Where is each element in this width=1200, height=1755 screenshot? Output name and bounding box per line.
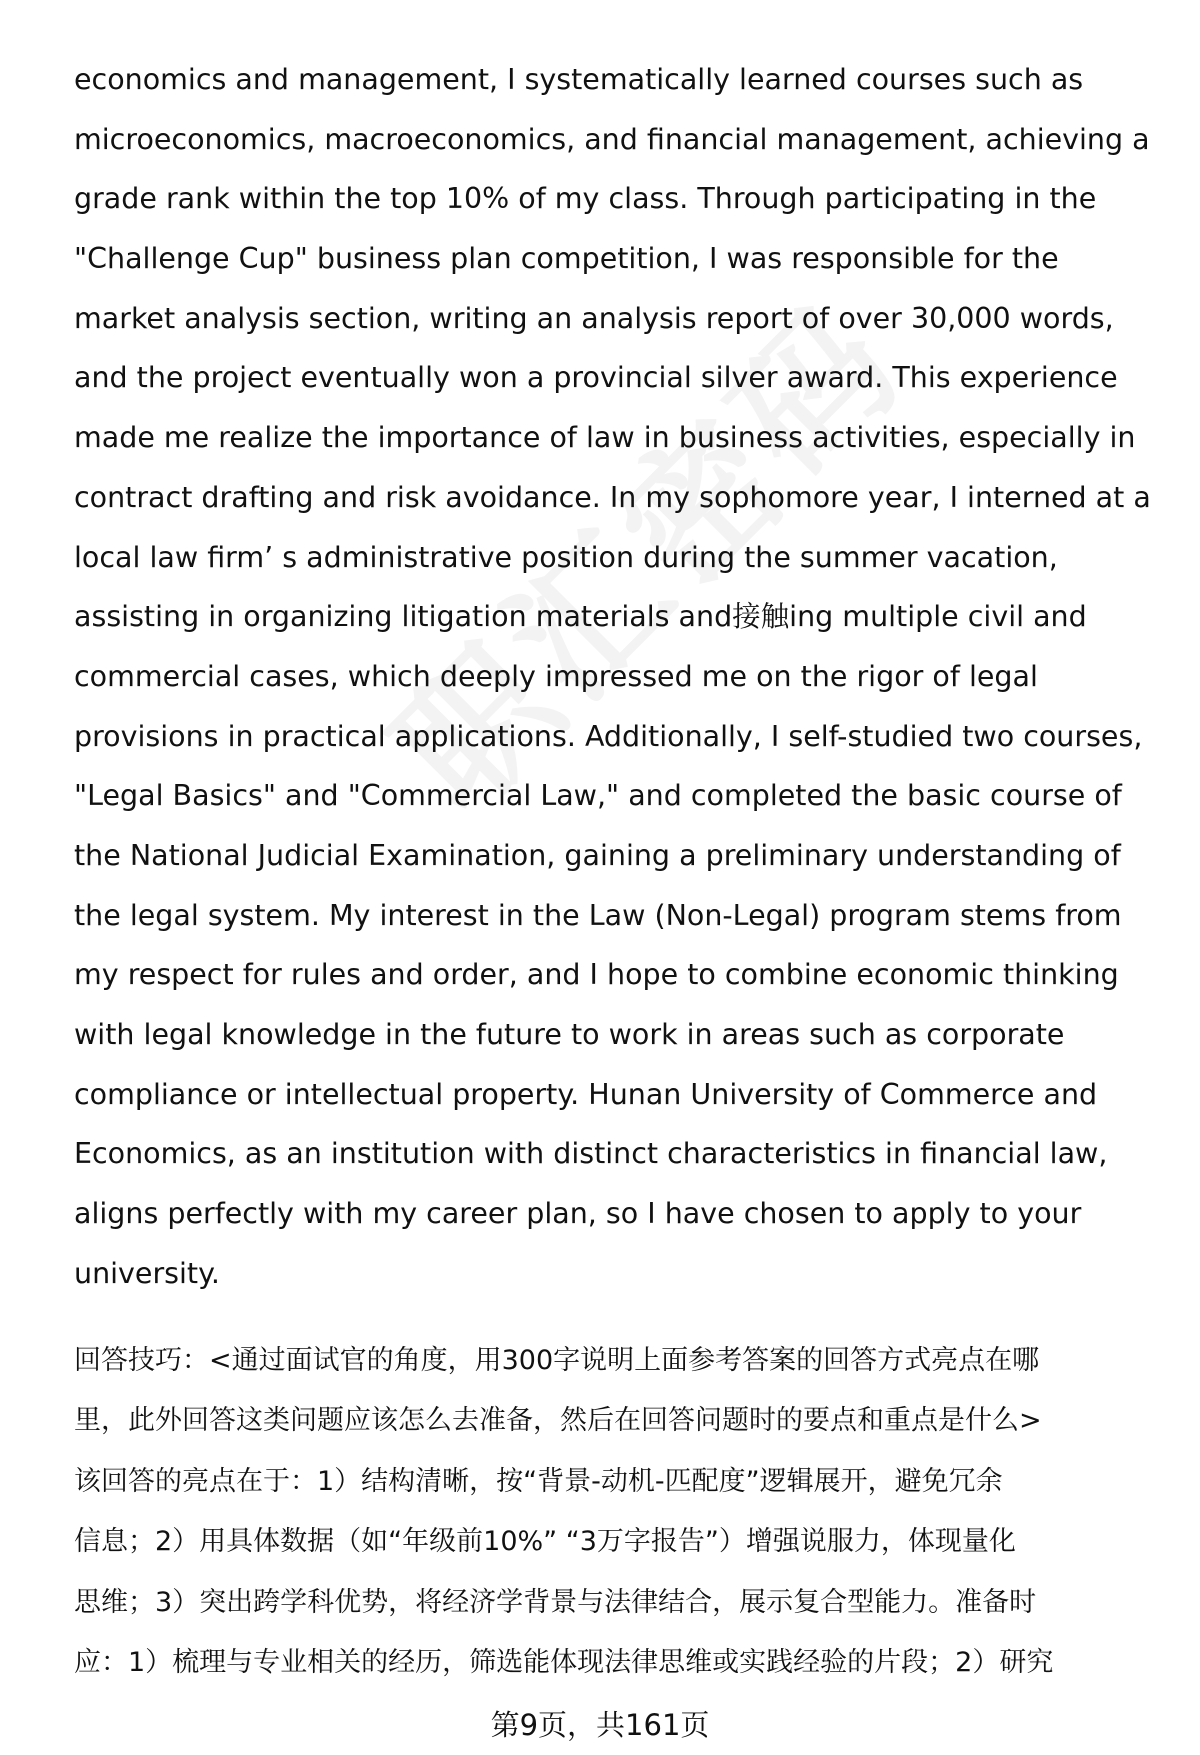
tips-line: 里，此外回答这类问题应该怎么去准备，然后在回答问题时的要点和重点是什么> <box>74 1405 1042 1437</box>
paragraph-line: with legal knowledge in the future to work in areas such as corporate <box>74 1018 1065 1051</box>
paragraph-line: economics and management, I systematically learned courses such as <box>74 63 1084 96</box>
paragraph-line: and the project eventually won a provincial silver award. This experience <box>74 361 1118 395</box>
paragraph-line: aligns perfectly with my career plan, so I have chosen to apply to your <box>74 1197 1082 1231</box>
paragraph-line: local law firm’ s administrative position during the summer vacation, <box>74 540 1058 574</box>
tips-line: 思维；3）突出跨学科优势，将经济学背景与法律结合，展示复合型能力。准备时 <box>74 1586 1037 1618</box>
tips-line: 应：1）梳理与专业相关的经历，筛选能体现法律思维或实践经验的片段；2）研究 <box>74 1646 1054 1678</box>
tips-line: 回答技巧：<通过面试官的角度，用300字说明上面参考答案的回答方式亮点在哪 <box>74 1345 1040 1376</box>
paragraph-line: commercial cases, which deeply impressed me on the rigor of legal <box>74 659 1038 693</box>
tips-line: 信息；2）用具体数据（如“年级前10%” “3万字报告”）增强说服力，体现量化 <box>74 1526 1016 1558</box>
paragraph-line: market analysis section, writing an analysis report of over 30,000 words, <box>74 301 1114 335</box>
paragraph-line: the legal system. My interest in the Law (Non-Legal) program stems from <box>74 898 1122 932</box>
answer-paragraph <box>74 50 1154 1303</box>
paragraph-line: grade rank within the top 10% of my class. Through participating in the <box>74 182 1097 216</box>
paragraph-line: contract drafting and risk avoidance. In my sophomore year, I interned at a <box>74 480 1151 514</box>
page-number: 第9页，共161页 <box>490 1708 710 1742</box>
paragraph-line: my respect for rules and order, and I hope to combine economic thinking <box>74 958 1119 992</box>
answer-tips-section <box>74 1331 1164 1693</box>
paragraph-line: compliance or intellectual property. Hunan University of Commerce and <box>74 1077 1098 1111</box>
paragraph-line: made me realize the importance of law in business activities, especially in <box>74 421 1136 455</box>
paragraph-line: microeconomics, macroeconomics, and financial management, achieving a <box>74 122 1150 156</box>
paragraph-line: assisting in organizing litigation materials and接触ing multiple civil and <box>74 600 1087 634</box>
paragraph-line: "Legal Basics" and "Commercial Law," and completed the basic course of <box>74 779 1122 813</box>
paragraph-line: university. <box>74 1256 220 1290</box>
paragraph-line: the National Judicial Examination, gaining a preliminary understanding of <box>74 838 1121 872</box>
paragraph-line: provisions in practical applications. Additionally, I self-studied two courses, <box>74 719 1143 753</box>
tips-line: 该回答的亮点在于：1）结构清晰，按“背景-动机-匹配度”逻辑展开，避免冗余 <box>74 1465 1003 1497</box>
paragraph-line: Economics, as an institution with distinct characteristics in financial law, <box>74 1137 1108 1171</box>
paragraph-line: "Challenge Cup" business plan competition, I was responsible for the <box>74 242 1059 276</box>
